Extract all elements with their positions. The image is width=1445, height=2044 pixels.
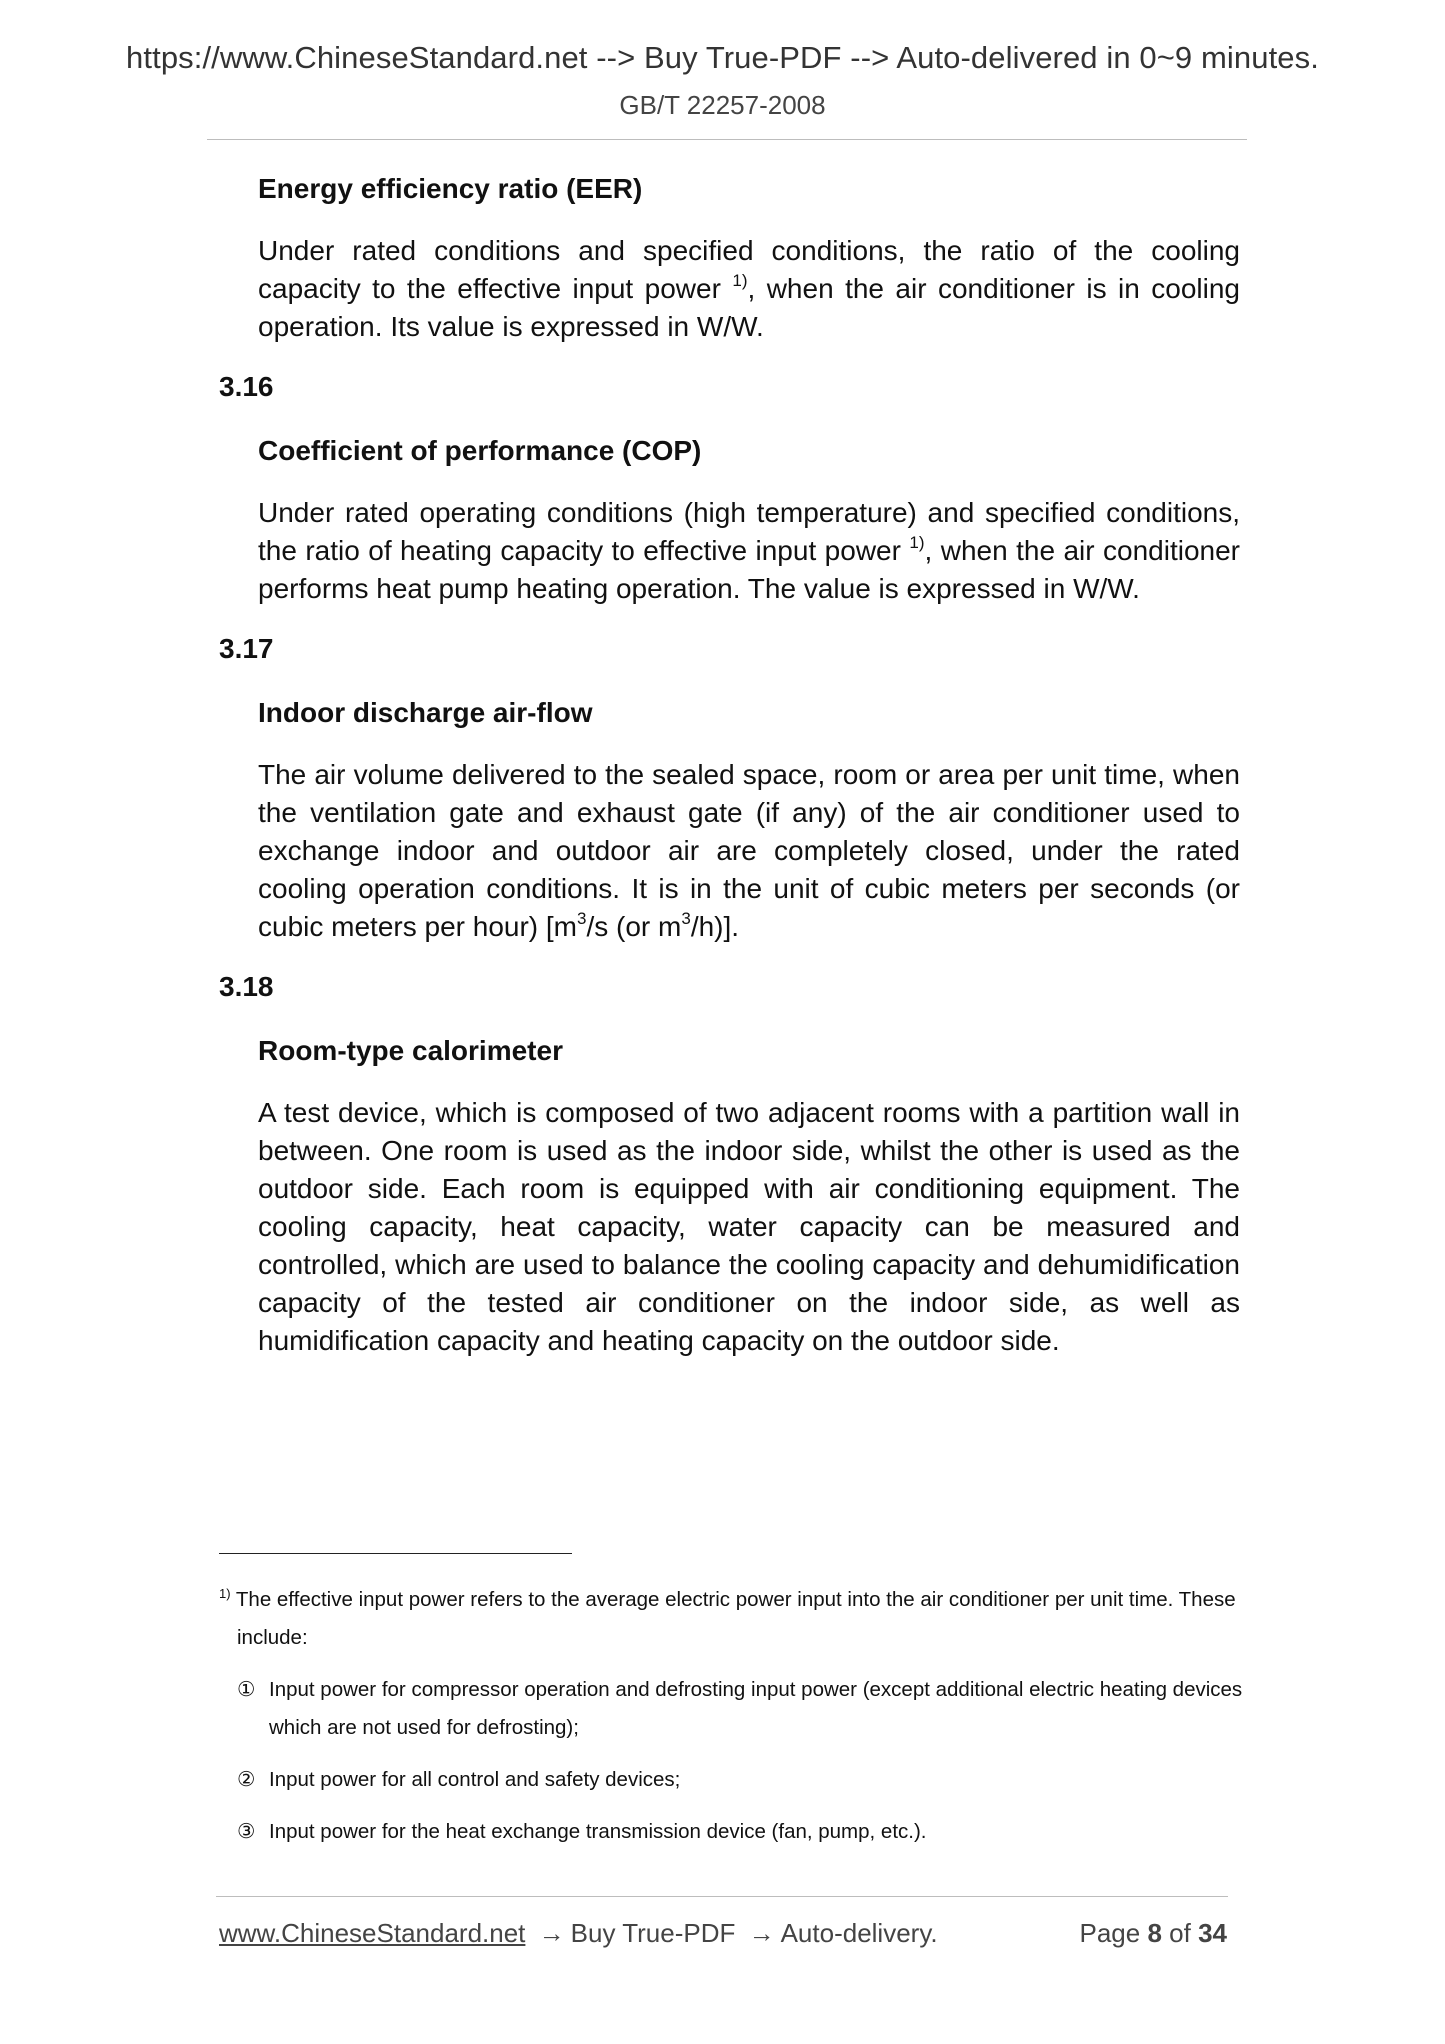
clause-number-3-16: 3.16 bbox=[219, 371, 274, 402]
total-page-count: 34 bbox=[1198, 1918, 1227, 1948]
footer-divider bbox=[216, 1896, 1228, 1897]
footnote-item bbox=[237, 1671, 1243, 1747]
cop-text-after: , when the air conditioner performs heat pump heating operation. The value is expressed in W/W. bbox=[258, 535, 1240, 604]
eer-text-before: Under rated conditions and specified conditions, the ratio of the cooling capacity to the effective input power bbox=[258, 235, 1240, 304]
footnote-item-text: Input power for the heat exchange transmission device (fan, pump, etc.). bbox=[269, 1820, 927, 1843]
footnotes bbox=[219, 1581, 1243, 1865]
footnote-item-marker: ③ bbox=[237, 1820, 256, 1843]
calorimeter-definition: A test device, which is composed of two adjacent rooms with a partition wall in between. One room is used as the indoor side, whilst the other is used as the outdoor side. Each room is equipped with air conditioning equipment. The cooling capacity, heat capacity, water capacity can be measured and controlled, which are used to balance the cooling capacity and dehumidification capacity of the tested air conditioner on the indoor side, as well as humidification capacity and heating capacity on the outdoor side. bbox=[258, 1097, 1240, 1356]
footnote-marker: 1) bbox=[219, 1586, 231, 1601]
source-banner: https://www.ChineseStandard.net --> Buy True-PDF --> Auto-delivered in 0~9 minutes. bbox=[126, 40, 1319, 75]
cop-text-before: Under rated operating conditions (high temperature) and specified conditions, the ratio of heating capacity to effective input power bbox=[258, 497, 1240, 566]
page-footer bbox=[219, 1918, 1227, 1949]
arrow-right-icon: → bbox=[538, 1918, 565, 1948]
airflow-text-2: /s (or m bbox=[586, 911, 682, 942]
document-body bbox=[219, 170, 1243, 1382]
airflow-term-title: Indoor discharge air-flow bbox=[258, 697, 593, 728]
footnote-item-text: Input power for compressor operation and defrosting input power (except additional electric heating devices which are not used for defrosting); bbox=[269, 1678, 1243, 1739]
superscript: 3 bbox=[577, 909, 587, 928]
current-page-number: 8 bbox=[1147, 1918, 1162, 1948]
cop-definition bbox=[258, 494, 1240, 608]
page-label: Page bbox=[1079, 1918, 1141, 1948]
clause-number-3-18: 3.18 bbox=[219, 971, 274, 1002]
footnote-text: The effective input power refers to the average electric power input into the air conditioner per unit time. These include: bbox=[235, 1588, 1236, 1649]
footnote-item-text: Input power for all control and safety devices; bbox=[269, 1768, 681, 1791]
footnote-item-marker: ② bbox=[237, 1768, 256, 1791]
footnote-item bbox=[237, 1761, 1243, 1799]
auto-delivery-text: Auto-delivery. bbox=[780, 1918, 938, 1948]
footnote-divider bbox=[219, 1553, 572, 1554]
airflow-text-1: The air volume delivered to the sealed space, room or area per unit time, when the ventilation gate and exhaust gate (if any) of the air conditioner used to exchange indoor and outdoor air are completely closed, under the rated cooling operation conditions. It is in the unit of cubic meters per seconds (or cubic meters per hour) [m bbox=[258, 759, 1240, 942]
footer-left bbox=[219, 1918, 938, 1949]
header-divider bbox=[207, 139, 1247, 140]
clause-number-3-17: 3.17 bbox=[219, 633, 274, 664]
cop-term-title: Coefficient of performance (COP) bbox=[258, 435, 702, 466]
arrow-right-icon: → bbox=[748, 1918, 775, 1948]
superscript: 3 bbox=[681, 909, 691, 928]
airflow-definition bbox=[258, 756, 1240, 946]
airflow-text-3: /h)]. bbox=[690, 911, 740, 942]
calorimeter-term-title: Room-type calorimeter bbox=[258, 1035, 563, 1066]
eer-term-title: Energy efficiency ratio (EER) bbox=[258, 173, 643, 204]
eer-definition bbox=[258, 232, 1240, 346]
footnote-item-marker: ① bbox=[237, 1678, 256, 1701]
footnote-reference[interactable]: 1) bbox=[909, 533, 925, 552]
footnote-main bbox=[219, 1581, 1243, 1657]
standard-code: GB/T 22257-2008 bbox=[619, 90, 826, 120]
site-link[interactable]: www.ChineseStandard.net bbox=[219, 1918, 526, 1948]
footnote-reference[interactable]: 1) bbox=[732, 271, 748, 290]
eer-text-after: , when the air conditioner is in cooling operation. Its value is expressed in W/W. bbox=[258, 273, 1241, 342]
of-label: of bbox=[1169, 1918, 1191, 1948]
footnote-item bbox=[237, 1813, 1243, 1851]
buy-pdf-text: Buy True-PDF bbox=[570, 1918, 736, 1948]
page-indicator bbox=[1079, 1918, 1227, 1949]
